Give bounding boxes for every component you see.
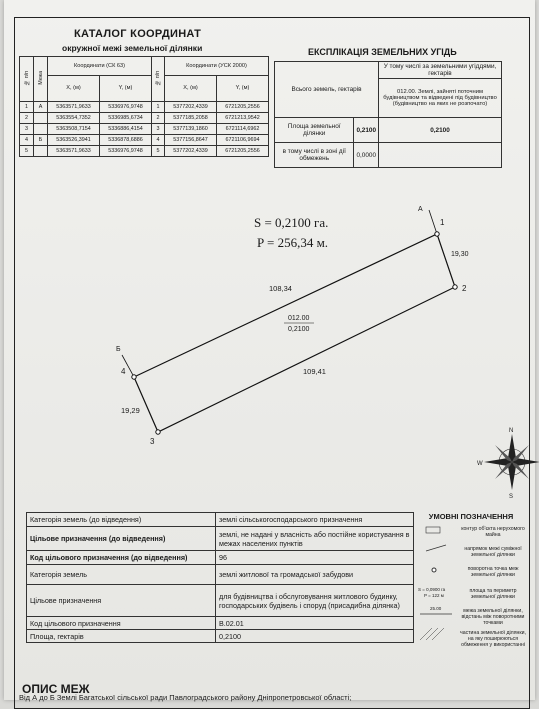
cell: Б [34, 135, 48, 146]
point-2-label: 2 [462, 284, 467, 293]
cell: 5377202,4339 [165, 102, 217, 113]
cell: 5363571,9633 [48, 102, 100, 113]
hatch-icon [432, 628, 444, 640]
cell: 5363526,3941 [48, 135, 100, 146]
land-code-area: 0,2100 [288, 326, 310, 333]
col-no2-header: № п/п [155, 70, 161, 86]
point-3-label: 3 [150, 437, 155, 446]
turning-point [156, 430, 160, 434]
plot-perimeter-text: P = 256,34 м. [257, 235, 329, 250]
area-incl-value: 0,2100 [379, 118, 502, 143]
purpose-before-label: Цільове призначення (до відведення) [27, 527, 216, 551]
cell: 5 [152, 146, 165, 157]
cell: 4 [152, 135, 165, 146]
cell: А [34, 102, 48, 113]
code-before-value: 96 [216, 551, 414, 565]
col-y2-header: Y, (м) [217, 75, 269, 101]
cell: 5336976,9748 [100, 146, 152, 157]
turning-point [453, 285, 457, 289]
cell: 6721213,9542 [217, 113, 269, 124]
neighbor-direction-a [429, 210, 437, 234]
length-2-3: 109,41 [303, 367, 326, 376]
cell: 1 [20, 102, 34, 113]
turning-point [435, 232, 439, 236]
hatch-icon [426, 628, 438, 640]
col-usk-header: Координати (УСК 2000) [165, 57, 269, 76]
zone-value: 0,0000 [354, 143, 379, 168]
length-3-4: 19,29 [121, 406, 140, 415]
plot-area-text: S = 0,2100 га. [254, 215, 329, 230]
legend-item: контур об'єкта нерухомого майна [461, 526, 525, 538]
cell: 5 [20, 146, 34, 157]
code-label: Код цільового призначення [27, 617, 216, 630]
purpose-label: Цільове призначення [27, 585, 216, 617]
compass-n: N [509, 428, 514, 434]
compass-w: W [477, 461, 483, 467]
length-4-1: 108,34 [269, 284, 292, 293]
compass-s: S [509, 494, 514, 500]
turning-point-icon [432, 568, 436, 572]
cell: 6721205,2556 [217, 146, 269, 157]
catalog-subtitle: окружної межі земельної ділянки [62, 43, 203, 53]
building-contour-icon [426, 527, 440, 533]
cell: 6721114,6962 [217, 124, 269, 135]
total-lands-header: Всього земель, гектарів [275, 62, 379, 118]
hatch-icon [420, 628, 432, 640]
mark-b-label: Б [116, 346, 121, 353]
legend-item: площа та периметр земельної ділянки [469, 588, 517, 600]
turning-point [132, 375, 136, 379]
area-label: Площа земельної ділянки [275, 118, 354, 143]
land-code-label: 012.00 [288, 315, 310, 322]
cell: 4 [20, 135, 34, 146]
category-label: Категорія земель [27, 565, 216, 585]
cell: 2 [20, 113, 34, 124]
cell: 6721205,2556 [217, 102, 269, 113]
cell: 6721106,9694 [217, 135, 269, 146]
cell: 5377185,2058 [165, 113, 217, 124]
incl-lands-header: У тому числі за земельними угіддями, гектарів [379, 62, 502, 79]
legend-item: межа земельної ділянки, відстань між поворотними точками [461, 608, 525, 626]
cell: 5363508,7154 [48, 124, 100, 135]
col-x2-header: Х, (м) [165, 75, 217, 101]
cell: 5377156,8647 [165, 135, 217, 146]
parcel-boundary [134, 234, 455, 432]
point-4-label: 4 [121, 367, 126, 376]
cell: 1 [152, 102, 165, 113]
point-1-label: 1 [440, 218, 445, 227]
area-row-label: Площа, гектарів [27, 630, 216, 643]
zone-label: в тому числі в зоні дії обмежень [275, 143, 354, 168]
mark-a-label: А [418, 206, 423, 213]
length-1-2: 19,30 [451, 251, 469, 258]
cell: 5336886,4154 [100, 124, 152, 135]
legend-title: УМОВНІ ПОЗНАЧЕННЯ [428, 512, 514, 521]
description-title: ОПИС МЕЖ [22, 682, 90, 696]
purpose-before-value: землі, не надані у власність або постійне користування в межах населених пунктів [216, 527, 414, 551]
cell: 5363554,7352 [48, 113, 100, 124]
col-y-header: Y, (м) [100, 75, 152, 101]
col-mark-header: Межа [37, 71, 44, 85]
catalog-title: КАТАЛОГ КООРДИНАТ [74, 28, 202, 40]
code-before-label: Код цільового призначення (до відведення) [27, 551, 216, 565]
col-sk63-header: Координати (СК 63) [48, 57, 152, 76]
compass-rose-icon [477, 428, 539, 500]
cell: 3 [20, 124, 34, 135]
cell: 2 [152, 113, 165, 124]
category-before-label: Категорія земель (до відведення) [27, 513, 216, 527]
category-value: землі житлової та громадської забудови [216, 565, 414, 585]
legend-item: поворотна точка меж земельної ділянки [467, 566, 519, 578]
cell: 5336985,6734 [100, 113, 152, 124]
legend-symbols [418, 527, 452, 640]
legend-item: частина земельної ділянки, на яку поширюються обмеження у використанні [460, 630, 526, 648]
code-value: В.02.01 [216, 617, 414, 630]
purpose-value: для будівництва і обслуговування житлового будинку, господарських будівель і споруд (присадибна ділянка) [216, 585, 414, 617]
cell: 5336878,6886 [100, 135, 152, 146]
description-text: Від А до Б Землі Багатської сільської ради Павлоградського району Дніпропетровської області; [19, 693, 352, 702]
cell: 5377139,1860 [165, 124, 217, 135]
legend-sample-area: S = 0,0900 га [418, 587, 446, 592]
col-no-header: № п/п [23, 70, 30, 86]
area-value: 0,2100 [354, 118, 379, 143]
direction-line-icon [426, 545, 446, 551]
legend-sample-perimeter: P = 122 м [424, 593, 444, 598]
explication-title: ЕКСПЛІКАЦІЯ ЗЕМЕЛЬНИХ УГІДЬ [308, 47, 457, 57]
cell: 5363571,9633 [48, 146, 100, 157]
legend-item: напрямок межі суміжної земельної ділянки [464, 546, 522, 558]
cell: 5377202,4339 [165, 146, 217, 157]
category-before-value: землі сільськогосподарського призначення [216, 513, 414, 527]
land-code-header: 012.00. Землі, зайняті поточним будівництвом та відведені під будівництво (будівництво на яких не розпочато) [379, 79, 502, 118]
cell: 3 [152, 124, 165, 135]
area-row-value: 0,2100 [216, 630, 414, 643]
cell: 5336976,9748 [100, 102, 152, 113]
legend-sample-length: 25.00 [430, 606, 442, 611]
col-x-header: Х, (м) [48, 75, 100, 101]
